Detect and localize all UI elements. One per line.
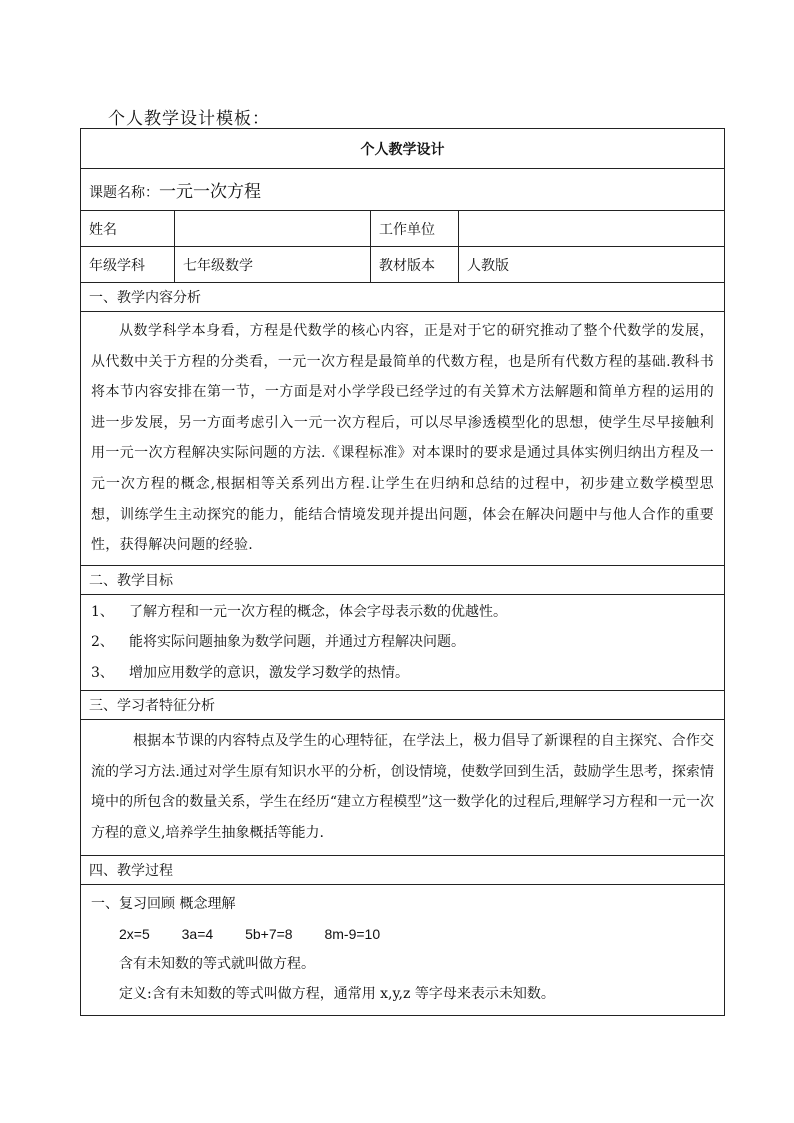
name-label: 姓名 <box>81 211 175 247</box>
equation: 3a=4 <box>181 925 214 942</box>
process-step-title: 一、复习回顾 概念理解 <box>91 895 236 912</box>
textbook-label: 教材版本 <box>371 247 459 283</box>
process-body <box>81 884 725 1015</box>
course-label: 课题名称： <box>89 185 159 201</box>
objective-item: 1、 了解方程和一元一次方程的概念，体会字母表示数的优越性。 <box>91 603 507 620</box>
section1-body <box>81 312 725 566</box>
name-value <box>175 211 371 247</box>
work-unit-value <box>459 211 725 247</box>
page-heading: 个人教学设计模板： <box>108 109 270 129</box>
equation: 8m-9=10 <box>324 925 381 942</box>
equation: 2x=5 <box>119 925 150 942</box>
lesson-design-table <box>80 128 725 1016</box>
work-unit-label: 工作单位 <box>371 211 459 247</box>
objectives-list <box>81 594 725 691</box>
equation-list <box>91 919 714 949</box>
course-row <box>81 169 725 211</box>
process-line-1: 含有未知数的等式就叫做方程。 <box>119 955 315 972</box>
objective-item: 2、 能将实际问题抽象为数学问题，并通过方程解决问题。 <box>91 634 465 651</box>
section1-text: 从数学科学本身看，方程是代数学的核心内容，正是对于它的研究推动了整个代数学的发展，从代数中关于方程的分类看，一元一次方程是最简单的代数方程，也是所有代数方程的基础.教科书将本节内容安排在第一节，一方面是对小学学段已经学过的有关算术方法解题和简单方程的运用的进一步发展，另一方面考虑引入一元一次方程后，可以尽早渗透模型化的思想，使学生尽早接触利用一元一次方程解决实际问题的方法.《课程标准》对本课时的要求是通过具体实例归纳出方程及一元一次方程的概念,根据相等关系列出方程.让学生在归纳和总结的过程中，初步建立数学模型思想，训练学生主动探究的能力，能结合情境发现并提出问题，体会在解决问题中与他人合作的重要性，获得解决问题的经验. <box>91 323 714 554</box>
objective-item: 3、 增加应用数学的意识，激发学习数学的热情。 <box>91 664 409 681</box>
table-title: 个人教学设计 <box>81 129 725 169</box>
textbook-value: 人教版 <box>459 247 725 283</box>
equation: 5b+7=8 <box>245 925 293 942</box>
grade-subject-value: 七年级数学 <box>175 247 371 283</box>
section4-title: 四、教学过程 <box>81 855 725 884</box>
course-name: 一元一次方程 <box>159 182 261 202</box>
section3-text: 根据本节课的内容特点及学生的心理特征，在学法上，极力倡导了新课程的自主探究、合作交流的学习方法.通过对学生原有知识水平的分析，创设情境，使数学回到生活，鼓励学生思考，探索情境中的所包含的数量关系，学生在经历“建立方程模型”这一数学化的过程后,理解学习方程和一元一次方程的意义,培养学生抽象概括等能力. <box>91 733 714 842</box>
grade-subject-label: 年级学科 <box>81 247 175 283</box>
process-line-2: 定义:含有未知数的等式叫做方程，通常用 x,y,z 等字母来表示未知数。 <box>119 985 555 1002</box>
section1-title: 一、教学内容分析 <box>81 283 725 312</box>
section2-title: 二、教学目标 <box>81 565 725 594</box>
section3-body <box>81 720 725 855</box>
section3-title: 三、学习者特征分析 <box>81 691 725 720</box>
